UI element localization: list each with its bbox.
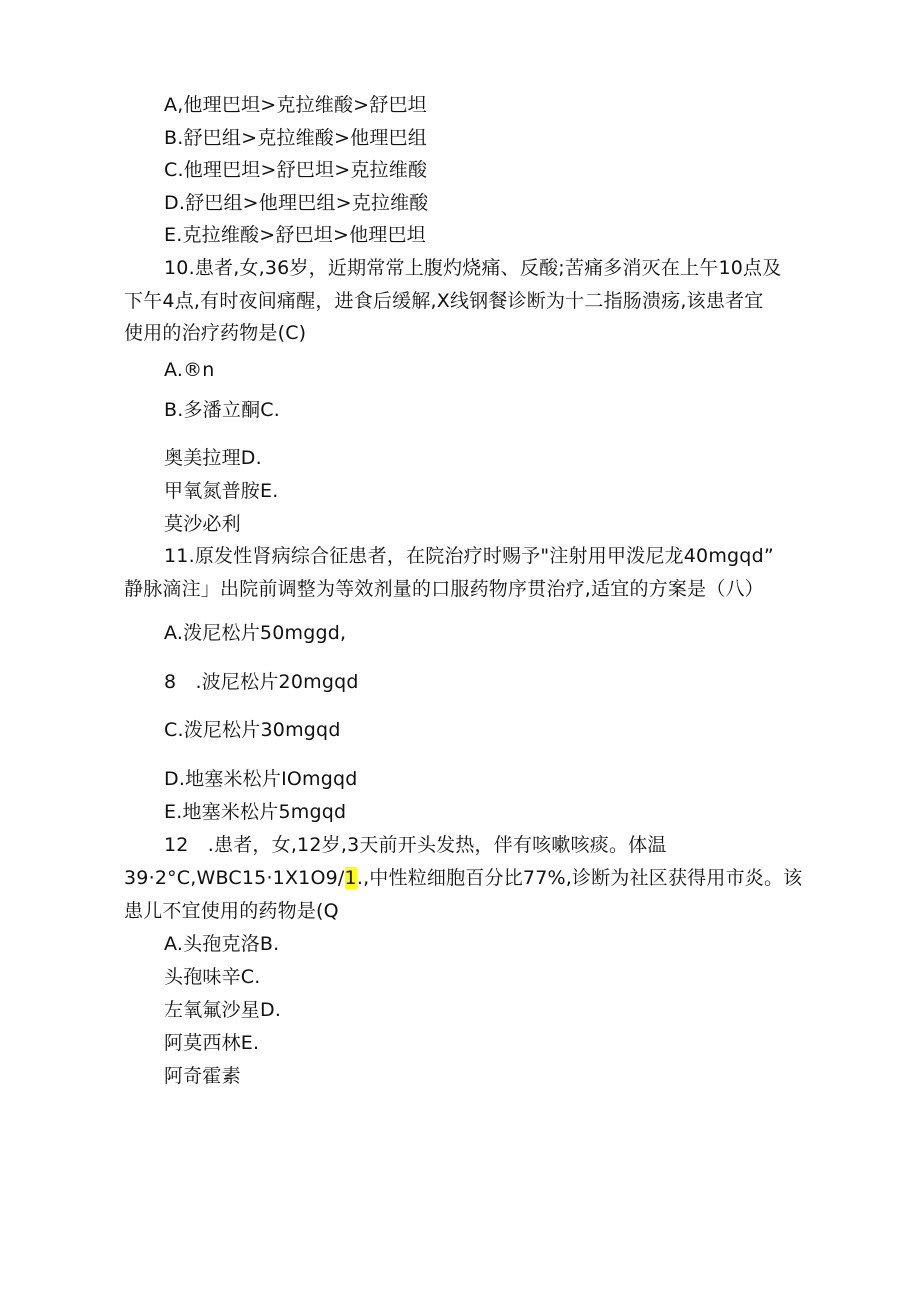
q10-option-a: A.®n	[164, 359, 215, 381]
q11-stem-line-2: 静脉滴注」出院前调整为等效剂量的口服药物序贯治疗,适宜的方案是（八）	[124, 578, 764, 600]
q12-stem-line-2	[124, 866, 802, 890]
q10-stem-line-2: 下午4点,有时夜间痛醒，进食后缓解,X线钢餐诊断为十二指肠溃疡,该患者宜	[124, 290, 764, 312]
q9-option-a: A,他理巴坦>克拉维酸>舒巴坦	[164, 94, 427, 116]
q9-option-d: D.舒巴组>他理巴组>克拉维酸	[164, 192, 429, 214]
q12-option-c: 左氧氟沙星D.	[164, 999, 282, 1021]
q12-stem-line-2-pre: 39·2°C,WBC15·1X1O9/	[124, 867, 345, 889]
q11-option-d: D.地塞米松片IOmgqd	[164, 768, 358, 790]
q9-option-c: C.他理巴坦>舒巴坦>克拉维酸	[164, 159, 428, 181]
q11-option-b: 8 .波尼松片20mgqd	[164, 671, 359, 693]
q12-stem-line-3: 患儿不宜使用的药物是(Q	[124, 900, 339, 922]
q10-stem-line-1: 10.患者,女,36岁，近期常常上腹灼烧痛、反酸;苦痛多消灭在上午10点及	[164, 257, 782, 279]
q9-option-e: E.克拉维酸>舒巴坦>他理巴坦	[164, 224, 426, 246]
q11-option-e: E.地塞米松片5mgqd	[164, 801, 347, 823]
q10-option-b: B.多潘立酮C.	[164, 399, 280, 421]
q12-option-b: 头孢味辛C.	[164, 966, 261, 988]
q12-stem-line-1: 12 .患者，女,12岁,3天前开头发热，伴有咳嗽咳痰。体温	[164, 834, 667, 856]
q11-stem-line-1: 11.原发性肾病综合征患者，在院治疗时赐予"注射用甲泼尼龙40mgqd”	[164, 545, 774, 567]
q12-option-a: A.头孢克洛B.	[164, 933, 280, 955]
q10-option-d: 甲氧氮普胺E.	[164, 480, 279, 502]
q10-stem-line-3: 使用的治疗药物是(C)	[124, 322, 307, 344]
q10-option-e: 莫沙必利	[164, 513, 241, 535]
q12-option-e: 阿奇霍素	[164, 1065, 241, 1087]
q12-stem-line-2-post: .,中性粒细胞百分比77%,诊断为社区获得用市炎。该	[356, 867, 803, 889]
q9-option-b: B.舒巴组>克拉维酸>他理巴组	[164, 127, 427, 149]
q11-option-a: A.泼尼松片50mggd,	[164, 622, 347, 644]
highlighted-text: 1	[344, 867, 357, 889]
q11-option-c: C.泼尼松片30mgqd	[164, 719, 341, 741]
q12-option-d: 阿莫西林E.	[164, 1032, 260, 1054]
q10-option-c: 奥美拉理D.	[164, 447, 262, 469]
